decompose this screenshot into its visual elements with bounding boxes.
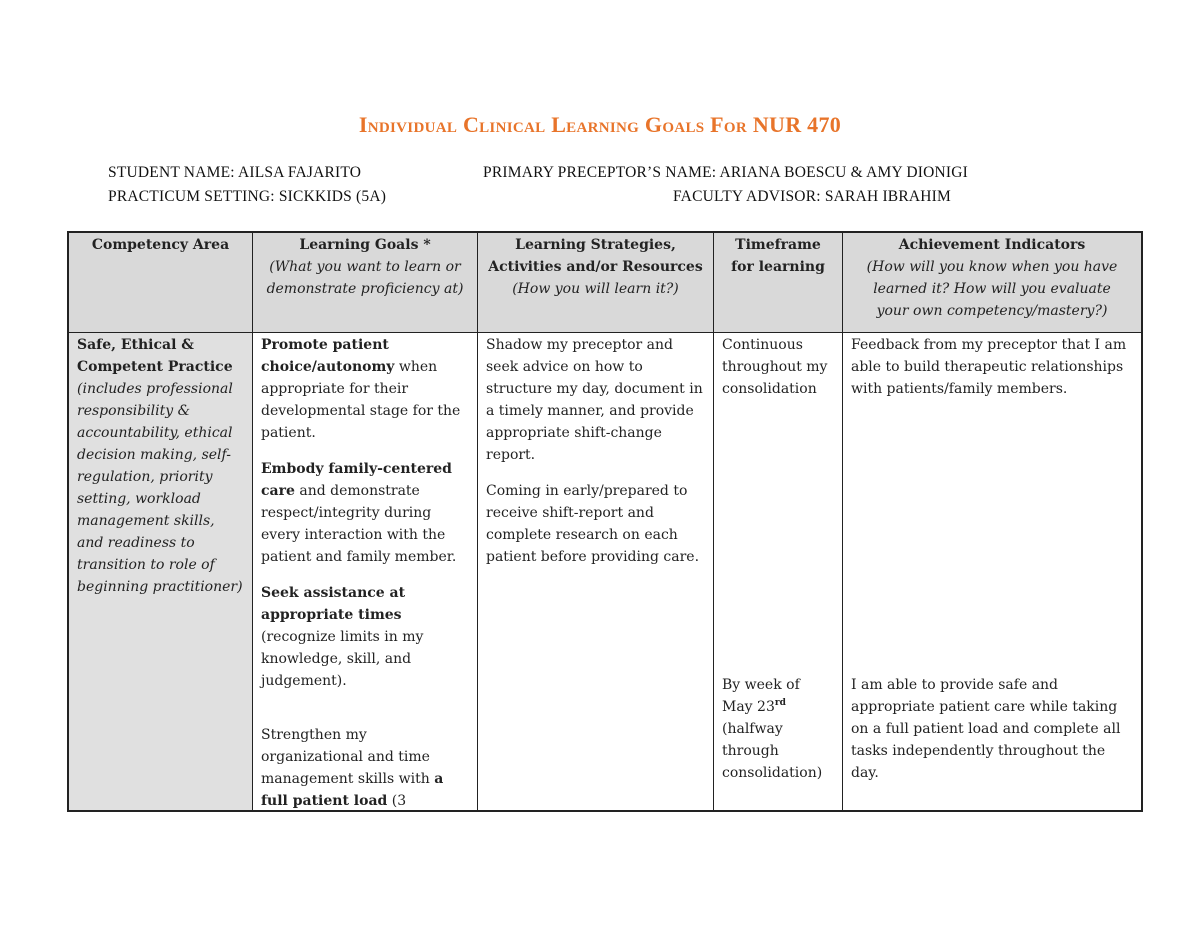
competency-column xyxy=(69,233,253,810)
strategy-item: Shadow my preceptor and seek advice on how to structure my day, document in a timely manner, and provide appropriate shift-change report. xyxy=(486,337,703,463)
goals-cell xyxy=(253,333,477,810)
competency-header xyxy=(69,233,252,333)
goals-column xyxy=(253,233,478,810)
student-name: STUDENT NAME: AILSA FAJARITO xyxy=(108,164,362,181)
faculty-advisor: FACULTY ADVISOR: SARAH IBRAHIM xyxy=(673,188,952,205)
strategies-cell xyxy=(478,333,713,810)
strategies-header-label: Learning Strategies, Activities and/or Resources xyxy=(488,237,703,275)
timeframe-header xyxy=(714,233,842,333)
goal-item: Embody family-centered care and demonstrate respect/integrity during every interaction with the patient and family member. xyxy=(261,461,457,565)
timeframe-cell xyxy=(714,333,842,810)
achievement-header xyxy=(843,233,1141,333)
goal-item: Strengthen my organizational and time management skills with a full patient load (3 xyxy=(261,727,444,809)
strategies-header xyxy=(478,233,713,333)
timeframe-header-label: Timeframe for learning xyxy=(731,237,825,275)
timeframe-item: By week of May 23rd (halfway through consolidation) xyxy=(722,677,823,781)
competency-header-label: Competency Area xyxy=(91,237,230,253)
achievement-item: I am able to provide safe and appropriate patient care while taking on a full patient load and complete all tasks independently throughout the day. xyxy=(851,677,1121,781)
competency-description: (includes professional responsibility & accountability, ethical decision making, self-regulation, priority setting, workload management skills, and readiness to transition to role of beginning practitioner) xyxy=(77,381,243,595)
strategy-item: Coming in early/prepared to receive shift-report and complete research on each patient before providing care. xyxy=(486,483,700,565)
achievement-header-label: Achievement Indicators xyxy=(898,237,1086,253)
achievement-cell xyxy=(843,333,1141,810)
goal-item: Promote patient choice/autonomy when appropriate for their developmental stage for the patient. xyxy=(261,337,461,441)
preceptor-name: PRIMARY PRECEPTOR’S NAME: ARIANA BOESCU & AMY DIONIGI xyxy=(483,164,968,181)
competency-name: Safe, Ethical & Competent Practice xyxy=(77,337,233,375)
strategies-header-sub: (How you will learn it?) xyxy=(512,281,679,297)
goals-header xyxy=(253,233,477,333)
timeframe-item: Continuous throughout my consolidation xyxy=(722,337,828,397)
page-title: Individual Clinical Learning Goals For NUR 470 xyxy=(358,112,842,137)
goals-header-label: Learning Goals * xyxy=(299,237,431,253)
timeframe-column xyxy=(714,233,843,810)
goals-header-sub: (What you want to learn or demonstrate proficiency at) xyxy=(266,259,464,297)
achievement-column xyxy=(843,233,1141,810)
practicum-setting: PRACTICUM SETTING: SICKKIDS (5A) xyxy=(108,188,387,205)
achievement-header-sub: (How will you know when you have learned it? How will you evaluate your own competency/mastery?) xyxy=(866,259,1118,319)
goal-item: Seek assistance at appropriate times (recognize limits in my knowledge, skill, and judgement). xyxy=(261,585,424,689)
competency-cell xyxy=(69,333,252,810)
strategies-column xyxy=(478,233,714,810)
achievement-item: Feedback from my preceptor that I am able to build therapeutic relationships with patients/family members. xyxy=(851,337,1127,397)
learning-goals-table xyxy=(67,231,1143,812)
